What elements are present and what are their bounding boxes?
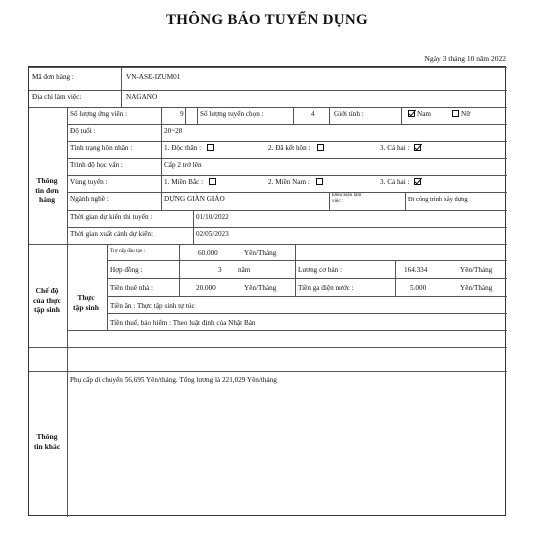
other-info-text: Phụ cấp di chuyển 56,695 Yên/tháng. Tổng lương là 221,029 Yên/tháng <box>70 376 277 384</box>
job-value: DỰNG GIÀN GIÁO <box>164 195 225 203</box>
contract-unit: năm <box>238 266 251 274</box>
departure-date-label: Thời gian xuất cảnh dự kiến: <box>70 230 153 238</box>
section-trainee-regime: Chế độ của thực tập sinh <box>33 286 61 314</box>
region-opt-north[interactable]: 1. Miền Bắc : <box>164 178 216 187</box>
utilities-label: Tiền ga điện nước : <box>298 284 354 292</box>
exam-date-label: Thời gian dự kiến thi tuyển : <box>70 213 153 221</box>
education-value: Cấp 2 trở lên <box>164 161 202 169</box>
contract-label: Hợp đồng : <box>110 266 143 274</box>
departure-date-value: 02/05/2023 <box>196 230 229 238</box>
section-trainee: Thực tập sinh <box>73 293 99 312</box>
applicants-label: Số lượng ứng viên : <box>70 110 128 118</box>
gender-label: Giới tính : <box>334 110 364 118</box>
rent-label: Tiền thuê nhà : <box>110 284 154 292</box>
south-checkbox[interactable] <box>316 178 323 185</box>
rent-value: 20.000 <box>196 284 216 292</box>
utilities-value: 5.000 <box>410 284 427 292</box>
training-allowance-value: 60.000 <box>198 249 218 257</box>
page-title: THÔNG BÁO TUYỂN DỤNG <box>166 12 368 28</box>
region-opt-south[interactable]: 2. Miền Nam : <box>268 178 323 187</box>
section-other-info: Thông tin khác <box>33 432 61 451</box>
utilities-unit: Yên/Tháng <box>460 284 493 292</box>
applicants-value: 9 <box>180 110 184 118</box>
selected-value: 4 <box>311 110 315 118</box>
male-checkbox[interactable] <box>408 110 415 117</box>
rent-unit: Yên/Tháng <box>244 284 277 292</box>
marital-opt-single[interactable]: 1. Độc thân : <box>164 144 214 153</box>
order-code-value: VN-ASE-IZUM01 <box>126 73 181 81</box>
single-checkbox[interactable] <box>207 144 214 151</box>
north-checkbox[interactable] <box>209 178 216 185</box>
age-label: Độ tuổi : <box>70 127 96 135</box>
selected-label: Số lượng tuyển chọn : <box>200 110 264 118</box>
marital-opt-both[interactable]: 3. Cả hai : <box>380 144 421 153</box>
base-salary-label: Lương cơ bản : <box>298 266 343 274</box>
education-label: Trình độ học vấn : <box>70 161 123 169</box>
work-condition-label: Điều kiện làm việc : <box>332 192 362 204</box>
married-checkbox[interactable] <box>317 144 324 151</box>
both-region-checkbox[interactable] <box>414 178 421 185</box>
section-order-info: Thông tin đơn hàng <box>35 176 59 204</box>
region-label: Vùng tuyển : <box>70 178 108 186</box>
workplace-label: Địa chỉ làm việc: <box>32 93 82 101</box>
contract-value: 3 <box>218 266 222 274</box>
workplace-value: NAGANO <box>126 93 158 101</box>
tax-insurance-info: Tiền thuế, bảo hiểm : Theo luật định của Nhật Bản <box>110 319 256 327</box>
training-allowance-label: Trợ cấp đào tạo : <box>110 248 146 254</box>
female-checkbox[interactable] <box>452 110 459 117</box>
order-code-label: Mã đơn hàng : <box>32 73 74 81</box>
gender-male-option[interactable]: Nam <box>408 110 431 119</box>
exam-date-value: 01/10/2022 <box>196 213 229 221</box>
region-opt-both[interactable]: 3. Cả hai : <box>380 178 421 187</box>
training-allowance-unit: Yên/Tháng <box>244 249 277 257</box>
marital-opt-married[interactable]: 2. Đã kết hôn : <box>268 144 324 153</box>
age-value: 20~28 <box>164 127 183 135</box>
document-date: Ngày 3 tháng 10 năm 2022 <box>424 54 506 63</box>
base-salary-value: 164.334 <box>404 266 428 274</box>
marital-label: Tình trạng hôn nhân : <box>70 144 133 152</box>
base-salary-unit: Yên/Tháng <box>460 266 493 274</box>
meals-info: Tiền ăn : Thực tập sinh tự túc <box>110 302 195 310</box>
both-marital-checkbox[interactable] <box>414 144 421 151</box>
gender-female-option[interactable]: Nữ <box>452 110 470 119</box>
work-condition-value: Đi công trình xây dựng <box>408 196 468 203</box>
job-label: Ngành nghề : <box>70 195 109 203</box>
